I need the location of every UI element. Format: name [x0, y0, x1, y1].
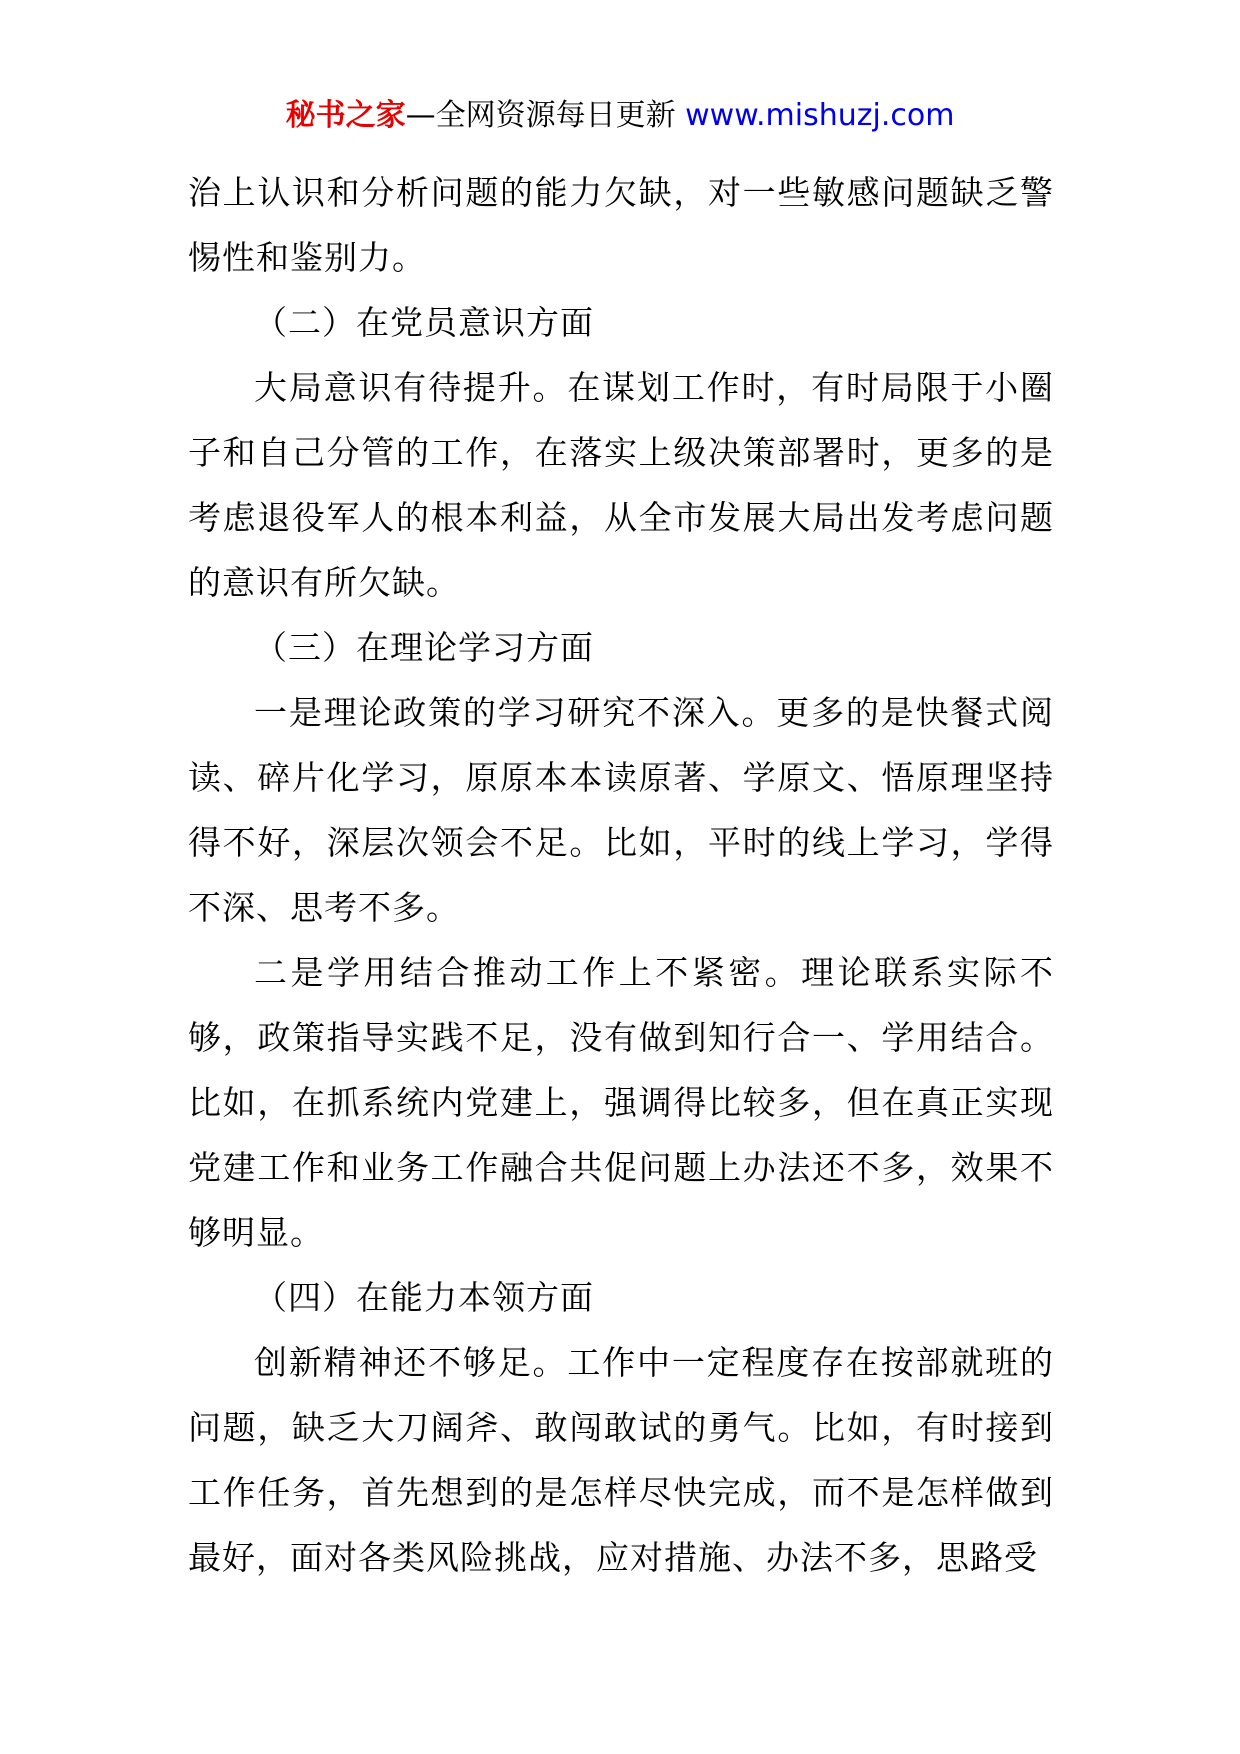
site-tagline: —全网资源每日更新 — [405, 98, 686, 133]
paragraph-ability: 创新精神还不够足。工作中一定程度存在按部就班的问题，缺乏大刀阔斧、敢闯敢试的勇气。比如，有时接到工作任务，首先想到的是怎样尽快完成，而不是怎样做到最好，面对各类风险挑战，应对措施、办法不多，思路受 — [188, 1343, 1054, 1577]
document-body — [188, 160, 1054, 1590]
section-heading-4: （四）在能力本领方面 — [254, 1278, 594, 1317]
site-brand: 秘书之家 — [285, 98, 406, 133]
paragraph-party-awareness: 大局意识有待提升。在谋划工作时，有时局限于小圈子和自己分管的工作，在落实上级决策部署时，更多的是考虑退役军人的根本利益，从全市发展大局出发考虑问题的意识有所欠缺。 — [188, 368, 1054, 602]
section-heading-3: （三）在理论学习方面 — [254, 628, 594, 667]
section-heading-2: （二）在党员意识方面 — [254, 303, 594, 342]
paragraph-theory-study-2: 二是学用结合推动工作上不紧密。理论联系实际不够，政策指导实践不足，没有做到知行合一、学用结合。比如，在抓系统内党建上，强调得比较多，但在真正实现党建工作和业务工作融合共促问题上办法还不多，效果不够明显。 — [188, 953, 1054, 1252]
paragraph-continued: 治上认识和分析问题的能力欠缺，对一些敏感问题缺乏警惕性和鉴别力。 — [188, 173, 1054, 277]
site-url-link[interactable]: www.mishuzj.com — [685, 98, 955, 133]
paragraph-theory-study-1: 一是理论政策的学习研究不深入。更多的是快餐式阅读、碎片化学习，原原本本读原著、学原文、悟原理坚持得不好，深层次领会不足。比如，平时的线上学习，学得不深、思考不多。 — [188, 693, 1054, 927]
page-header — [0, 96, 1240, 136]
